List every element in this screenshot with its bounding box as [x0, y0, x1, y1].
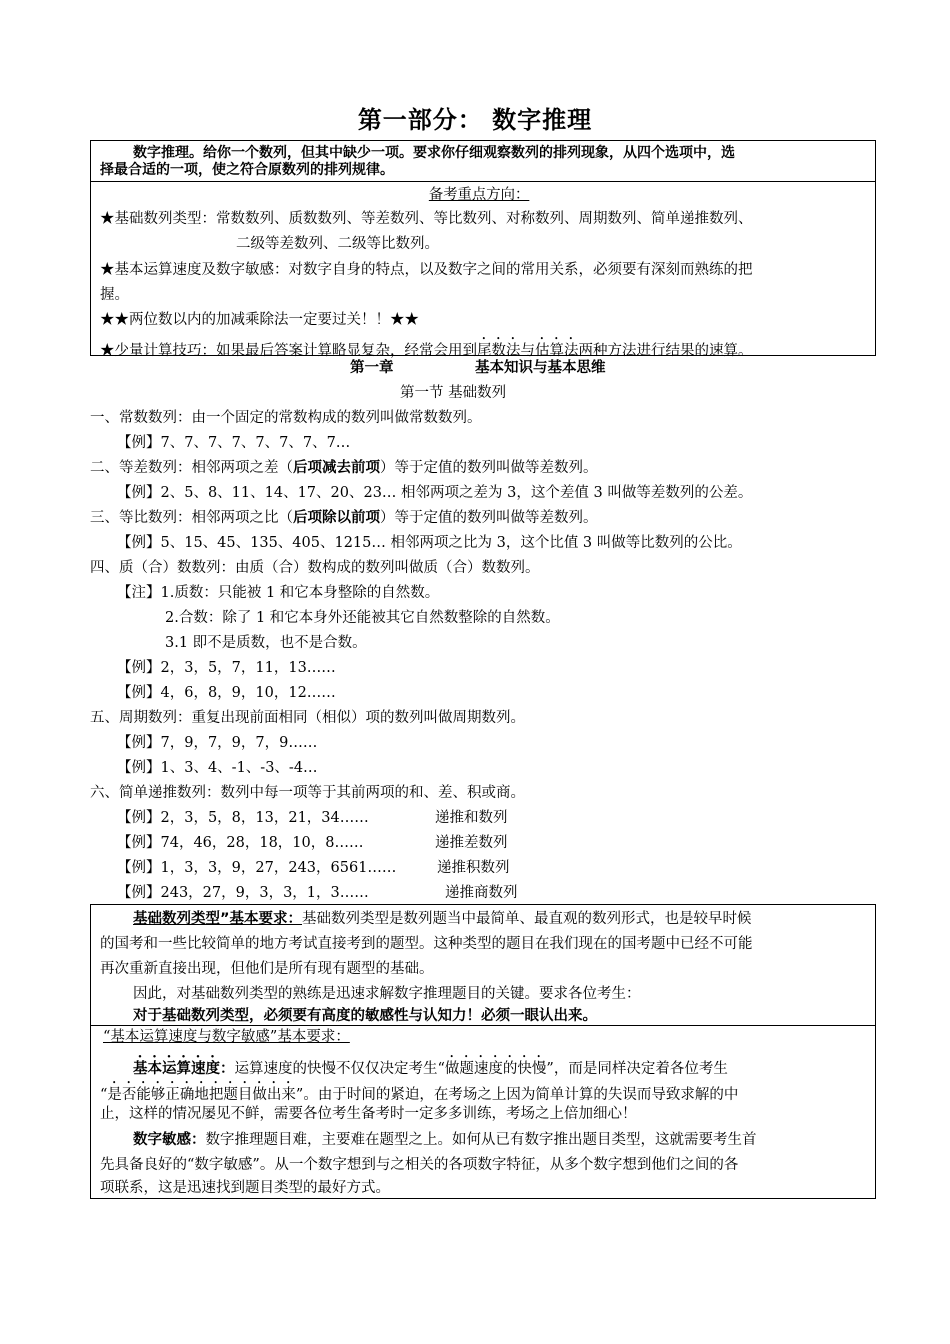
- page-title: 第一部分： 数字推理: [357, 106, 593, 134]
- recursive-kind-diff: 递推差数列: [435, 835, 508, 851]
- speed-text-2-post: ”。由于时间的紧迫，在考场之上因为简单计算的失误而导致求解的中: [295, 1087, 739, 1103]
- req2-speed-line-3: 止，这样的情况屡见不鲜，需要各位考生备考时一定多多训练，考场之上倍加细心！: [100, 1106, 637, 1122]
- arithmetic-def-post: ）等于定值的数列叫做等差数列。: [380, 460, 598, 476]
- periodic-sequence-definition: 五、周期数列：重复出现前面相同（相似）项的数列叫做周期数列。: [90, 710, 525, 726]
- prime-note-3: 3.1 即不是质数，也不是合数。: [165, 635, 367, 651]
- speed-text-2-em: 是否能够正确地把题目做出来: [107, 1087, 296, 1103]
- focus-item-2a: ★基本运算速度及数字敏感：对数字自身的特点，以及数字之间的常用关系，必须要有深刻而熟练的把: [100, 262, 753, 278]
- req1-line-5: 对于基础数列类型，必须要有高度的敏感性与认知力！必须一眼认出来。: [133, 1008, 597, 1024]
- req2-sense-line-1: [133, 1130, 757, 1150]
- intro-divider: [91, 181, 875, 182]
- recursive-example-sum: 【例】2，3，5，8，13，21，34……: [117, 810, 369, 826]
- requirements-divider: [91, 1025, 875, 1026]
- periodic-example-2: 【例】1、3、4、-1、-3、-4…: [117, 760, 318, 776]
- req1-line-2: 的国考和一些比较简单的地方考试直接考到的题型。这种类型的题目在我们现在的国考题中已经不可能: [100, 936, 753, 952]
- focus-item-4-mid: 与: [520, 343, 535, 359]
- req2-speed-line-1: [133, 1053, 728, 1079]
- geometric-def-bold: 后项除以前项: [293, 510, 380, 526]
- prime-sequence-definition: 四、质（合）数数列：由质（合）数构成的数列叫做质（合）数数列。: [90, 560, 540, 576]
- recursive-kind-sum: 递推和数列: [435, 810, 508, 826]
- recursive-sequence-definition: 六、简单递推数列：数列中每一项等于其前两项的和、差、积或商。: [90, 785, 525, 801]
- req1-text-1: 基础数列类型是数列题当中最简单、最直观的数列形式，也是较早时候: [302, 911, 752, 927]
- arithmetic-sequence-definition: [90, 458, 598, 478]
- req2-speed-line-2: [100, 1079, 738, 1105]
- recursive-example-quotient: 【例】243，27，9，3，3，1，3……: [117, 885, 369, 901]
- focus-item-4-pre: ★少量计算技巧：如果最后答案计算略显复杂，经常会用到: [100, 343, 477, 359]
- prime-note-1: 【注】1.质数：只能被 1 和它本身整除的自然数。: [117, 585, 440, 601]
- req1-line-1: [133, 909, 752, 929]
- sense-label: 数字敏感：: [133, 1132, 206, 1148]
- requirements-box: [90, 904, 876, 1199]
- geometric-sequence-definition: [90, 508, 598, 528]
- req2-heading: “基本运算速度与数字敏感”基本要求：: [103, 1029, 350, 1045]
- geometric-sequence-example: 【例】5、15、45、135、405、1215… 相邻两项之比为 3，这个比值 3 叫做等比数列的公比。: [117, 535, 742, 551]
- geometric-def-post: ）等于定值的数列叫做等差数列。: [380, 510, 598, 526]
- intro-line-1: 数字推理。给你一个数列，但其中缺少一项。要求你仔细观察数列的排列现象，从四个选项中，选: [133, 145, 735, 161]
- focus-item-1a: ★基础数列类型：常数数列、质数数列、等差数列、等比数列、对称数列、周期数列、简单递推数列、: [100, 211, 753, 227]
- focus-heading: 备考重点方向：: [428, 187, 530, 203]
- focus-item-2b: 握。: [100, 287, 129, 303]
- focus-item-3: ★★两位数以内的加减乘除法一定要过关！！★★: [100, 312, 419, 328]
- geometric-def-pre: 三、等比数列：相邻两项之比（: [90, 510, 293, 526]
- section-title: 第一节 基础数列: [400, 385, 507, 401]
- arithmetic-sequence-example: 【例】2、5、8、11、14、17、20、23… 相邻两项之差为 3，这个差值 3 叫做等差数列的公差。: [117, 485, 753, 501]
- recursive-kind-product: 递推积数列: [437, 860, 510, 876]
- intro-box: [90, 140, 876, 359]
- req1-line-4: 因此，对基础数列类型的熟练是迅速求解数字推理题目的关键。要求各位考生：: [133, 986, 641, 1002]
- req2-sense-line-3: 项联系，这是迅速找到题目类型的最好方式。: [100, 1180, 390, 1196]
- arithmetic-def-pre: 二、等差数列：相邻两项之差（: [90, 460, 293, 476]
- chapter-number: 第一章: [350, 360, 394, 376]
- periodic-example-1: 【例】7，9，7，9，7，9……: [117, 735, 318, 751]
- chapter-name: 基本知识与基本思维: [475, 360, 606, 376]
- sense-text-1: 数字推理题目难，主要难在题型之上。如何从已有数字推出题目类型，这就需要考生首: [205, 1132, 757, 1148]
- estimate-method-text: 估算法: [535, 343, 579, 359]
- recursive-example-diff: 【例】74，46，28，18，10，8……: [117, 835, 364, 851]
- focus-item-4: [100, 335, 753, 361]
- recursive-kind-quotient: 递推商数列: [445, 885, 518, 901]
- req1-line-3: 再次重新直接出现，但他们是所有现有题型的基础。: [100, 961, 434, 977]
- speed-text-1-em: 做题速度的快慢: [444, 1061, 547, 1077]
- speed-text-2-pre: “: [100, 1087, 108, 1103]
- speed-text-1-pre: 运算速度的快慢不仅仅决定考生“: [234, 1061, 445, 1077]
- focus-item-4-post: 两种方法进行结果的速算。: [578, 343, 753, 359]
- prime-example: 【例】2，3，5，7，11，13……: [117, 660, 336, 676]
- req2-sense-line-2: 先具备良好的“数字敏感”。从一个数字想到与之相关的各项数字特征，从多个数字想到他们之间的各: [100, 1157, 739, 1173]
- req1-heading: 基础数列类型”基本要求：: [133, 911, 303, 927]
- focus-item-1b: 二级等差数列、二级等比数列。: [236, 236, 439, 252]
- intro-line-2: 择最合适的一项，使之符合原数列的排列规律。: [100, 162, 394, 178]
- speed-text-1-post: ”，而是同样决定着各位考生: [546, 1061, 728, 1077]
- recursive-example-product: 【例】1，3，3，9，27，243，6561……: [117, 860, 397, 876]
- constant-sequence-definition: 一、常数数列：由一个固定的常数构成的数列叫做常数数列。: [90, 410, 482, 426]
- arithmetic-def-bold: 后项减去前项: [293, 460, 380, 476]
- speed-label: 基本运算速度：: [133, 1061, 235, 1077]
- composite-example: 【例】4，6，8，9，10，12……: [117, 685, 336, 701]
- constant-sequence-example: 【例】7、7、7、7、7、7、7、7…: [117, 435, 351, 451]
- prime-note-2: 2.合数：除了 1 和它本身外还能被其它自然数整除的自然数。: [165, 610, 560, 626]
- tail-method-text: 尾数法: [477, 343, 521, 359]
